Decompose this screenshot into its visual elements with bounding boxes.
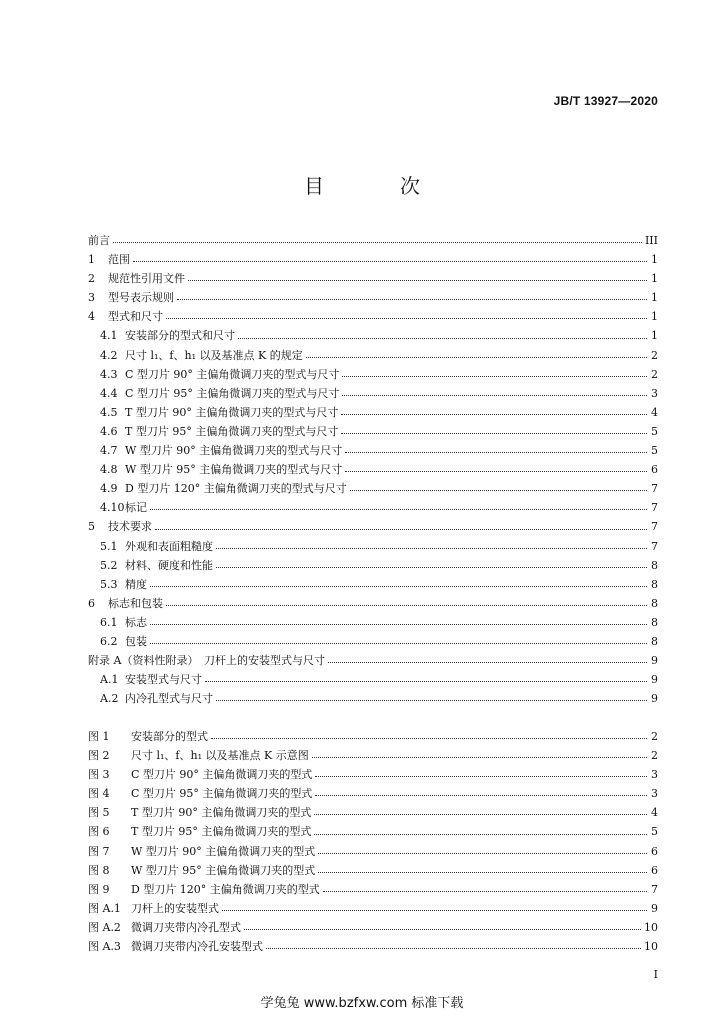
- dot-leader: [341, 433, 647, 434]
- entry-title: 安装型式与尺寸: [125, 673, 202, 687]
- entry-title: T 型刀片 95° 主偏角微调刀夹的型式与尺寸: [125, 424, 339, 438]
- toc-entry[interactable]: [88, 517, 658, 536]
- toc-entry[interactable]: [88, 441, 658, 460]
- toc-entry[interactable]: [88, 307, 658, 326]
- entry-page: 7: [651, 882, 658, 896]
- toc-entry[interactable]: [88, 498, 658, 517]
- dot-leader: [177, 299, 647, 300]
- dot-leader: [244, 929, 641, 930]
- entry-page: 7: [651, 501, 658, 515]
- entry-number: 1: [88, 253, 95, 267]
- entry-page: 10: [644, 940, 658, 954]
- entry-number: 图 A.3: [88, 940, 121, 954]
- entry-number: 图 2: [88, 749, 110, 763]
- dot-leader: [315, 776, 647, 777]
- entry-title: 范围: [108, 253, 130, 267]
- entry-title: 标志: [125, 615, 147, 629]
- entry-title: T 型刀片 95° 主偏角微调刀夹的型式: [131, 825, 312, 839]
- entry-page: 8: [651, 596, 658, 610]
- entry-number: 6.1: [100, 615, 118, 629]
- entry-title: 技术要求: [108, 520, 152, 534]
- entry-title: 前言: [88, 234, 110, 247]
- entry-page: 8: [651, 615, 658, 629]
- entry-page: 8: [651, 558, 658, 572]
- entry-title: D 型刀片 120° 主偏角微调刀夹的型式: [131, 882, 320, 896]
- figure-entry[interactable]: [88, 727, 658, 746]
- entry-number: 5.1: [100, 539, 118, 553]
- dot-leader: [150, 624, 647, 625]
- toc-entry[interactable]: [88, 460, 658, 479]
- entry-title: 微调刀夹带内冷孔安装型式: [131, 940, 263, 954]
- entry-page: 4: [651, 806, 658, 820]
- dot-leader: [314, 814, 647, 815]
- entry-title: 外观和表面粗糙度: [125, 539, 213, 553]
- figure-entry[interactable]: [88, 803, 658, 822]
- dot-leader: [188, 280, 647, 281]
- entry-page: III: [644, 234, 658, 247]
- entry-number: 4.4: [100, 386, 118, 400]
- dot-leader: [166, 605, 647, 606]
- dot-leader: [314, 834, 647, 835]
- toc-entry[interactable]: [88, 250, 658, 269]
- entry-number: 4.7: [100, 444, 118, 458]
- entry-page: 6: [651, 463, 658, 477]
- entry-page: 9: [651, 901, 658, 915]
- entry-number: 图 3: [88, 768, 110, 782]
- entry-number: 4.3: [100, 367, 118, 381]
- entry-title: 内冷孔型式与尺寸: [125, 692, 213, 706]
- entry-title: T 型刀片 90° 主偏角微调刀夹的型式: [131, 806, 312, 820]
- entry-number: 5.3: [100, 577, 118, 591]
- entry-title: 标记: [125, 501, 147, 515]
- toc-entry[interactable]: [88, 651, 658, 670]
- entry-title: 规范性引用文件: [108, 272, 185, 286]
- dot-leader: [323, 891, 647, 892]
- entry-number: 4.8: [100, 463, 118, 477]
- entry-number: 图 7: [88, 844, 110, 858]
- entry-number: 4.9: [100, 482, 118, 496]
- dot-leader: [155, 529, 647, 530]
- page-number: I: [653, 968, 658, 981]
- figure-entry[interactable]: [88, 842, 658, 861]
- entry-page: 2: [651, 730, 658, 743]
- entry-number: 2: [88, 272, 95, 286]
- entry-number: 4.5: [100, 405, 118, 419]
- entry-number: 5: [88, 520, 95, 534]
- dot-leader: [216, 548, 647, 549]
- dot-leader: [150, 643, 647, 644]
- entry-number: 图 6: [88, 825, 110, 839]
- entry-page: 3: [651, 386, 658, 400]
- entry-title: 精度: [125, 577, 147, 591]
- toc-entry[interactable]: [88, 403, 658, 422]
- dot-leader: [315, 795, 647, 796]
- entry-number: 4.6: [100, 424, 118, 438]
- entry-number: 图 8: [88, 863, 110, 877]
- entry-number: 4: [88, 310, 95, 324]
- page-title: 目 次: [304, 174, 448, 198]
- entry-page: 9: [651, 692, 658, 706]
- figure-entry[interactable]: [88, 880, 658, 899]
- entry-title: 型式和尺寸: [108, 310, 163, 324]
- dot-leader: [318, 853, 647, 854]
- entry-number: 3: [88, 291, 95, 305]
- figure-entry[interactable]: [88, 765, 658, 784]
- dot-leader: [266, 948, 641, 949]
- entry-title: W 型刀片 95° 主偏角微调刀夹的型式与尺寸: [125, 463, 343, 477]
- figure-entry[interactable]: [88, 861, 658, 880]
- entry-title: 包装: [125, 634, 147, 648]
- figure-entry[interactable]: [88, 937, 658, 956]
- entry-page: 2: [651, 749, 658, 763]
- figure-entry[interactable]: [88, 784, 658, 803]
- toc-entry[interactable]: [88, 594, 658, 613]
- dot-leader: [345, 471, 647, 472]
- dot-leader: [222, 910, 647, 911]
- dot-leader: [216, 567, 647, 568]
- toc-entry[interactable]: [88, 231, 658, 250]
- entry-title: 材料、硬度和性能: [125, 558, 213, 572]
- entry-number: 图 5: [88, 806, 110, 820]
- entry-page: 6: [651, 844, 658, 858]
- entry-page: 3: [651, 787, 658, 801]
- entry-page: 6: [651, 863, 658, 877]
- toc-entry[interactable]: [88, 346, 658, 365]
- entry-number: 图 A.1: [88, 901, 121, 915]
- dot-leader: [150, 509, 647, 510]
- entry-page: 3: [651, 768, 658, 782]
- entry-number: 图 4: [88, 787, 110, 801]
- dot-leader: [166, 318, 647, 319]
- dot-leader: [350, 490, 647, 491]
- entry-page: 1: [651, 310, 658, 324]
- toc-entry[interactable]: [88, 670, 658, 689]
- table-of-contents: [88, 231, 658, 708]
- toc-entry[interactable]: [88, 288, 658, 307]
- entry-number: 5.2: [100, 558, 118, 572]
- entry-title: 微调刀夹带内冷孔型式: [131, 920, 241, 934]
- entry-title: C 型刀片 95° 主偏角微调刀夹的型式与尺寸: [125, 386, 340, 400]
- figure-entry[interactable]: [88, 822, 658, 841]
- entry-title: 安装部分的型式和尺寸: [125, 329, 235, 343]
- toc-entry[interactable]: [88, 575, 658, 594]
- entry-page: 4: [651, 405, 658, 419]
- entry-title: W 型刀片 95° 主偏角微调刀夹的型式: [131, 863, 316, 877]
- entry-page: 1: [651, 272, 658, 286]
- entry-number: 4.2: [100, 348, 118, 362]
- figure-entry[interactable]: [88, 746, 658, 765]
- entry-title: 尺寸 l₁、f、h₁ 以及基准点 K 的规定: [125, 348, 303, 362]
- entry-title: 标志和包装: [108, 596, 163, 610]
- dot-leader: [150, 586, 647, 587]
- entry-page: 9: [651, 654, 658, 668]
- entry-page: 7: [651, 482, 658, 496]
- entry-number: 4.1: [100, 329, 118, 343]
- entry-number: 6: [88, 596, 95, 610]
- entry-page: 7: [651, 539, 658, 553]
- list-of-figures: [88, 727, 658, 956]
- entry-title: C 型刀片 95° 主偏角微调刀夹的型式: [131, 787, 313, 801]
- entry-number: 图 9: [88, 882, 110, 896]
- entry-title: W 型刀片 90° 主偏角微调刀夹的型式与尺寸: [125, 444, 343, 458]
- entry-title: D 型刀片 120° 主偏角微调刀夹的型式与尺寸: [125, 482, 347, 496]
- dot-leader: [216, 700, 647, 701]
- toc-entry[interactable]: [88, 269, 658, 288]
- footer-watermark: 学兔兔 www.bzfxw.com 标准下载: [260, 996, 464, 1011]
- entry-page: 1: [651, 329, 658, 343]
- entry-page: 7: [651, 520, 658, 534]
- dot-leader: [238, 338, 647, 339]
- dot-leader: [113, 242, 642, 243]
- entry-page: 1: [651, 291, 658, 305]
- entry-title: 型号表示规则: [108, 291, 174, 305]
- dot-leader: [306, 357, 647, 358]
- entry-number: 图 1: [88, 730, 110, 743]
- dot-leader: [345, 452, 647, 453]
- figure-entry[interactable]: [88, 899, 658, 918]
- standard-number: JB/T 13927—2020: [553, 94, 658, 108]
- dot-leader: [341, 414, 647, 415]
- entry-number: A.1: [100, 673, 119, 687]
- entry-page: 8: [651, 577, 658, 591]
- dot-leader: [318, 872, 647, 873]
- entry-page: 10: [644, 920, 658, 934]
- entry-page: 9: [651, 673, 658, 687]
- entry-title: W 型刀片 90° 主偏角微调刀夹的型式: [131, 844, 316, 858]
- entry-title: 附录 A（资料性附录） 刀杆上的安装型式与尺寸: [88, 654, 325, 668]
- entry-page: 2: [651, 348, 658, 362]
- entry-title: 尺寸 l₁、f、h₁ 以及基准点 K 示意图: [131, 749, 309, 763]
- entry-page: 5: [651, 424, 658, 438]
- dot-leader: [342, 376, 647, 377]
- toc-entry[interactable]: [88, 422, 658, 441]
- entry-page: 5: [651, 825, 658, 839]
- dot-leader: [342, 395, 647, 396]
- toc-entry[interactable]: [88, 479, 658, 498]
- toc-entry[interactable]: [88, 613, 658, 632]
- entry-number: A.2: [100, 692, 119, 706]
- entry-number: 6.2: [100, 634, 118, 648]
- dot-leader: [312, 757, 647, 758]
- entry-page: 1: [651, 253, 658, 267]
- entry-title: 安装部分的型式: [131, 730, 208, 743]
- entry-number: 图 A.2: [88, 920, 121, 934]
- figure-entry[interactable]: [88, 918, 658, 937]
- entry-title: 刀杆上的安装型式: [131, 901, 219, 915]
- toc-entry[interactable]: [88, 537, 658, 556]
- toc-entry[interactable]: [88, 384, 658, 403]
- toc-entry[interactable]: [88, 365, 658, 384]
- entry-title: C 型刀片 90° 主偏角微调刀夹的型式与尺寸: [125, 367, 340, 381]
- entry-page: 8: [651, 634, 658, 648]
- entry-number: 4.10: [100, 501, 125, 515]
- toc-entry[interactable]: [88, 632, 658, 651]
- toc-entry[interactable]: [88, 326, 658, 345]
- dot-leader: [133, 261, 647, 262]
- dot-leader: [328, 662, 647, 663]
- toc-entry[interactable]: [88, 556, 658, 575]
- entry-title: C 型刀片 90° 主偏角微调刀夹的型式: [131, 768, 313, 782]
- dot-leader: [211, 738, 647, 739]
- toc-entry[interactable]: [88, 689, 658, 708]
- entry-title: T 型刀片 90° 主偏角微调刀夹的型式与尺寸: [125, 405, 339, 419]
- entry-page: 2: [651, 367, 658, 381]
- entry-page: 5: [651, 444, 658, 458]
- dot-leader: [205, 681, 647, 682]
